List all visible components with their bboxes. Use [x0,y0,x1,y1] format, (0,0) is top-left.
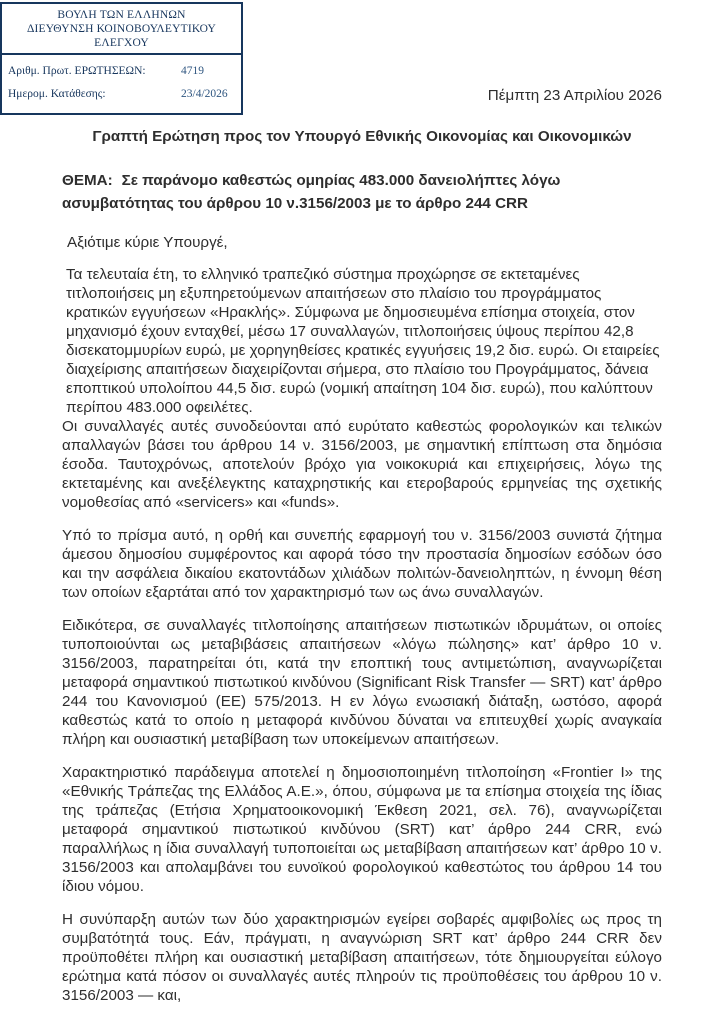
protocol-number-value: 4719 [181,65,204,77]
salutation: Αξιότιμε κύριε Υπουργέ, [67,234,228,251]
paragraph-frontier-example: Χαρακτηριστικό παράδειγμα αποτελεί η δημοσιοποιημένη τιτλοποίηση «Frontier I» της «Εθνικής Τράπεζας της Ελλάδος Α.Ε.», όπου, σύμφωνα με τα επίσημα στοιχεία της ίδιας της τράπεζας (Ετήσια Χρηματοοικονομική Έκθεση 2021, σελ. 76), αναγνωρίζεται μεταφορά σημαντικού πιστωτικού κινδύνου (SRT) κατ’ άρθρο 244 CRR, ενώ παραλλήλως η ίδια συναλλαγή τυποποιείται ως μεταβίβαση απαιτήσεων κατ’ άρθρο 10 ν. 3156/2003 και απολαμβάνει του ευνοϊκού φορολογικού καθεστώτος του άρθρου 14 του ίδιου νόμου. [62,764,662,895]
paragraph-tax-exemptions: Οι συναλλαγές αυτές συνοδεύονται από ευρύτατο καθεστώς φορολογικών και τελικών απαλλαγών βάσει του άρθρου 14 ν. 3156/2003, με σημαντική επίπτωση στα δημόσια έσοδα. Ταυτοχρόνως, αποτελούν βρόχο για νοικοκυριά και επιχειρήσεις, λόγω της εκτεταμένης και ανεξέλεγκτης καταχρηστικής και ετεροβαρούς ερμηνείας της σχετικής νομοθεσίας από «servicers» και «funds». [62,418,662,511]
paragraph-securitizations-overview: Τα τελευταία έτη, το ελληνικό τραπεζικό σύστημα προχώρησε σε εκτεταμένες τιτλοποιήσεις μη εξυπηρετούμενων απαιτήσεων στο πλαίσιο του προγράμματος κρατικών εγγυήσεων «Ηρακλής». Σύμφωνα με δημοσιευμένα επίσημα στοιχεία, στον μηχανισμό έχουν ενταχθεί, μέσω 17 συναλλαγών, τιτλοποιήσεις ύψους περίπου 42,8 δισεκατομμυρίων ευρώ, με χορηγηθείσες κρατικές εγγυήσεις 19,2 δισ. ευρώ. Οι εταιρείες διαχείρισης απαιτήσεων διαχειρίζονται σήμερα, στο πλαίσιο του Προγράμματος, δάνεια εποπτικού υπολοίπου 44,5 δισ. ευρώ (νομική απαίτηση 104 δισ. ευρώ), που καλύπτουν περίπου 483.000 οφειλέτες. [66,266,660,416]
filing-date-value: 23/4/2026 [181,88,228,100]
subject-line [62,169,662,215]
subject-label: ΘΕΜΑ: [62,172,113,189]
subject-text: Σε παράνομο καθεστώς ομηρίας 483.000 δανειολήπτες λόγω ασυμβατότητας του άρθρου 10 ν.3156/2003 με το άρθρο 244 CRR [62,172,561,212]
paragraph-coexistence-doubts: Η συνύπαρξη αυτών των δύο χαρακτηρισμών εγείρει σοβαρές αμφιβολίες ως προς τη συμβατότητά τους. Εάν, πράγματι, η αναγνώριση SRT κατ’ άρθρο 244 CRR δεν προϋποθέτει πλήρη και ουσιαστική μεταβίβαση απαιτήσεων, τότε δημιουργείται εύλογο ερώτημα κατά πόσον οι συναλλαγές αυτές πληρούν τις προϋποθέσεις του άρθρου 10 ν. 3156/2003 — και, [62,911,662,1004]
filing-date-label: Ημερομ. Κατάθεσης: [8,88,106,100]
department-name: ΔΙΕΥΘΥΝΣΗ ΚΟΙΝΟΒΟΥΛΕΥΤΙΚΟΥ ΕΛΕΓΧΟΥ [26,23,217,49]
date-line: Πέμπτη 23 Απριλίου 2026 [487,87,662,104]
paragraph-public-interest: Υπό το πρίσμα αυτό, η ορθή και συνεπής εφαρμογή του ν. 3156/2003 συνιστά ζήτημα άμεσου δημοσίου συμφέροντος και αφορά τόσο την προστασία δημοσίων εσόδων όσο και την ασφάλεια δικαίου εκατοντάδων χιλιάδων πολιτών-δανειοληπτών, η έννομη θέση των οποίων εξαρτάται από τον χαρακτηρισμό των ως άνω συναλλαγών. [62,527,662,601]
document-title: Γραπτή Ερώτηση προς τον Υπουργό Εθνικής Οικονομίας και Οικονομικών [92,128,632,145]
organization-name: ΒΟΥΛΗ ΤΩΝ ΕΛΛΗΝΩΝ [57,9,186,21]
document-content [62,0,662,1005]
paragraph-srt-analysis: Ειδικότερα, σε συναλλαγές τιτλοποίησης απαιτήσεων πιστωτικών ιδρυμάτων, οι οποίες τυποποιούνται ως μεταβιβάσεις απαιτήσεων «λόγω πώλησης» κατ’ άρθρο 10 ν. 3156/2003, παρατηρείται ότι, κατά την εποπτική τους αντιμετώπιση, αναγνωρίζεται μεταφορά σημαντικού πιστωτικού κινδύνου (Significant Risk Transfer — SRT) κατ’ άρθρο 244 του Κανονισμού (ΕΕ) 575/2013. Η εν λόγω ενωσιακή διάταξη, ωστόσο, αφορά καθεστώς κατά το οποίο η μεταφορά κινδύνου δύναται να επιτευχθεί χωρίς αναγκαία πλήρη και ουσιαστική μεταβίβαση των υποκείμενων απαιτήσεων. [62,617,662,748]
protocol-number-label: Αριθμ. Πρωτ. ΕΡΩΤΗΣΕΩΝ: [8,65,146,77]
